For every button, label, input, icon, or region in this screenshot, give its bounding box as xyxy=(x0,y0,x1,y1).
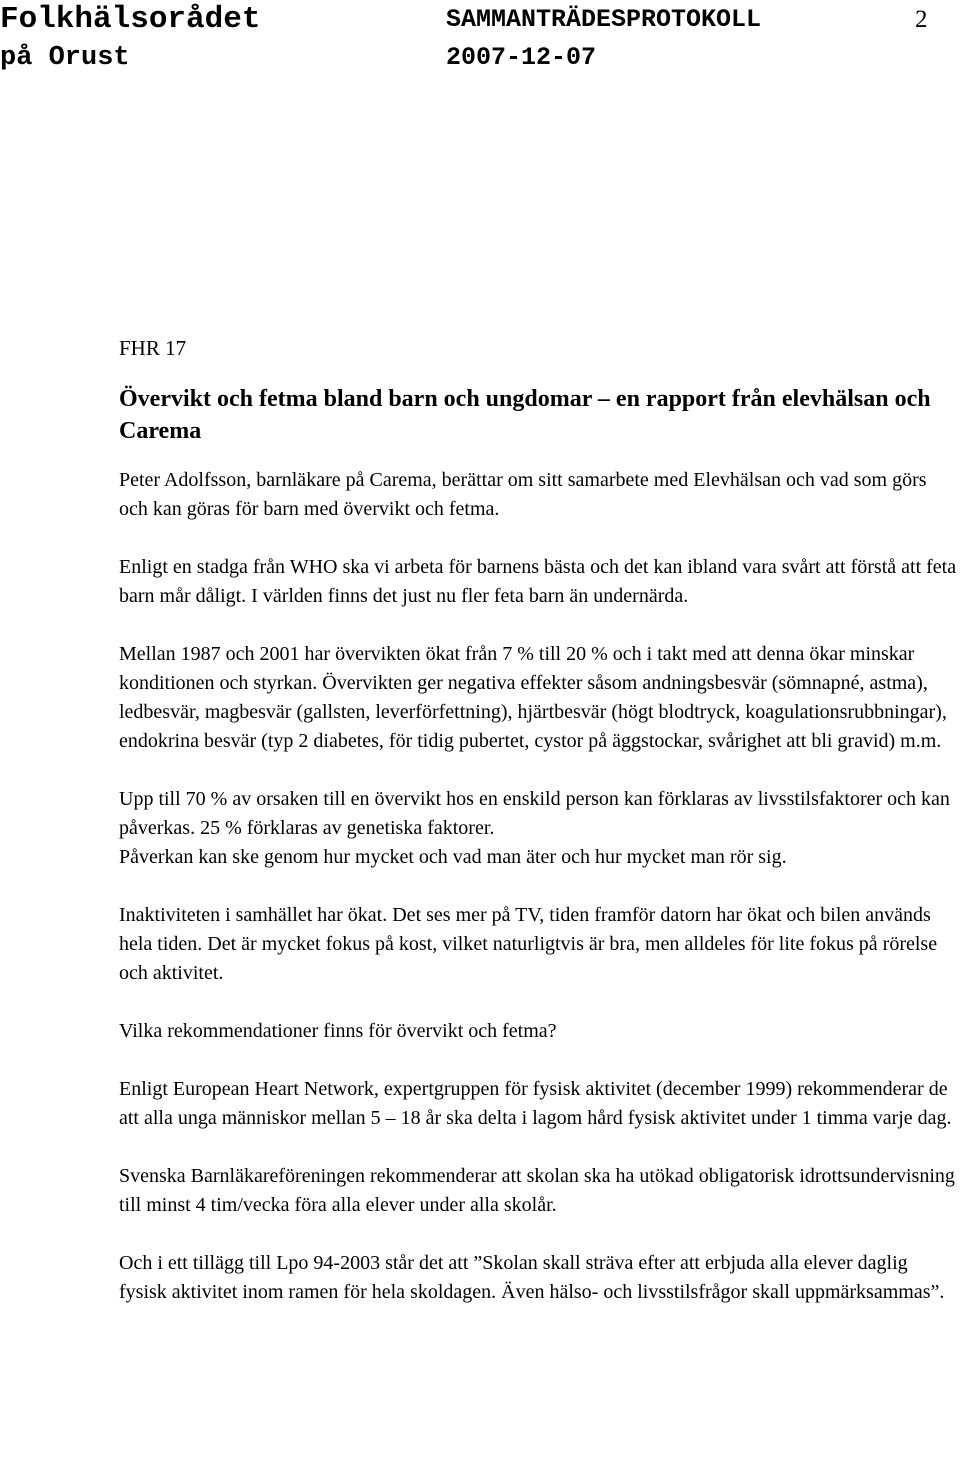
section-title: Övervikt och fetma bland barn och ungdomar – en rapport från elevhälsan och Carema xyxy=(119,386,931,444)
document-body xyxy=(119,334,957,1336)
organization-location: på Orust xyxy=(0,43,130,73)
question-paragraph: Vilka rekommendationer finns för övervikt och fetma? xyxy=(119,1020,557,1042)
section-number: FHR 17 xyxy=(119,336,187,360)
paragraph: Enligt en stadga från WHO ska vi arbeta för barnens bästa och det kan ibland vara svårt att förstå att feta barn mår dåligt. I världen finns det just nu fler feta barn än undernärda. xyxy=(119,556,957,607)
organization-name: Folkhälsorådet xyxy=(0,2,261,37)
page-number: 2 xyxy=(915,6,928,33)
paragraph: Inaktiviteten i samhället har ökat. Det ses mer på TV, tiden framför datorn har ökat och bilen används hela tiden. Det är mycket fokus på kost, vilket naturligtvis är bra, men alldeles för lite fokus på rörelse och aktivitet. xyxy=(119,904,938,984)
paragraph-line: Påverkan kan ske genom hur mycket och vad man äter och hur mycket man rör sig. xyxy=(119,846,787,868)
document-type: SAMMANTRÄDESPROTOKOLL xyxy=(446,5,762,34)
paragraph: Enligt European Heart Network, expertgruppen för fysisk aktivitet (december 1999) rekommenderar de att alla unga människor mellan 5 – 18 år ska delta i lagom hård fysisk aktivitet under 1 timma varje dag. xyxy=(119,1078,952,1129)
paragraph xyxy=(119,785,957,872)
paragraph: Och i ett tillägg till Lpo 94-2003 står det att ”Skolan skall sträva efter att erbjuda alla elever daglig fysisk aktivitet inom ramen för hela skoldagen. Även hälso- och livsstilsfrågor skall uppmärksammas”. xyxy=(119,1252,945,1303)
paragraph: Peter Adolfsson, barnläkare på Carema, berättar om sitt samarbete med Elevhälsan och vad som görs och kan göras för barn med övervikt och fetma. xyxy=(119,469,927,520)
meeting-date: 2007-12-07 xyxy=(446,43,597,72)
paragraph-line: Upp till 70 % av orsaken till en övervikt hos en enskild person kan förklaras av livsstilsfaktorer och kan påverkas. 25 % förklaras av genetiska faktorer. xyxy=(119,788,950,839)
paragraph: Svenska Barnläkareföreningen rekommenderar att skolan ska ha utökad obligatorisk idrottsundervisning till minst 4 tim/vecka föra alla elever under alla skolår. xyxy=(119,1165,955,1216)
paragraph: Mellan 1987 och 2001 har övervikten ökat från 7 % till 20 % och i takt med att denna ökar minskar konditionen och styrkan. Övervikten ger negativa effekter såsom andningsbesvär (sömnapné, astma), ledbesvär, magbesvär (gallsten, leverförfettning), hjärtbesvär (högt blodtryck, koagulationsrubbningar), endokrina besvär (typ 2 diabetes, för tidig pubertet, cystor på äggstockar, svårighet att bli gravid) m.m. xyxy=(119,643,947,752)
